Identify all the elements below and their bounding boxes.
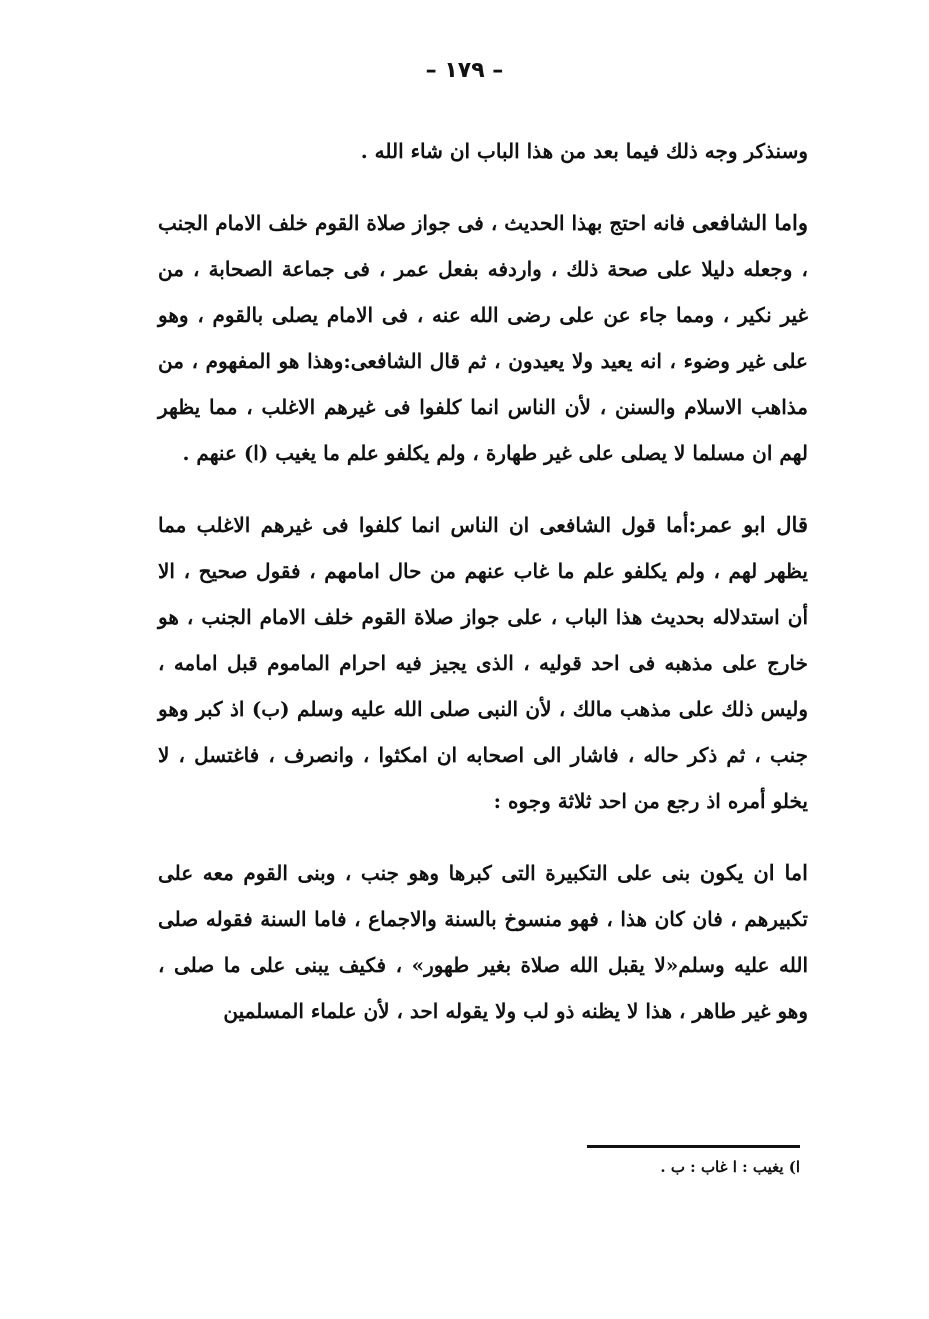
paragraph-4: [158, 850, 808, 1034]
paragraph-2-lead: واما الشافعى: [692, 210, 808, 235]
paragraph-3: [158, 502, 808, 824]
footnote: ا) يغيب : ا غاب : ب .: [660, 1158, 800, 1176]
paragraph-2: [158, 200, 808, 476]
paragraph-4-lead: اما ان يكون: [699, 860, 808, 885]
paragraph-2-text: فانه احتج بهذا الحديث ، فى جواز صلاة القوم خلف الامام الجنب ، وجعله دليلا على صحة ذلك ، واردفه بفعل عمر ، فى جماعة الصحابة ، من غير نكير ، ومما جاء عن على رضى الله عنه ، فى الامام يصلى بالقوم ، وهو على غير وضوء ، انه يعيد ولا يعيدون ، ثم قال الشافعى:وهذا هو المفهوم ، من مذاهب الاسلام والسنن ، لأن الناس انما كلفوا فى غيرهم الاغلب ، مما يظهر لهم ان مسلما لا يصلى على غير طهارة ، ولم يكلفو علم ما يغيب (ا) عنهم .: [158, 211, 808, 465]
footnote-divider: [587, 1145, 800, 1148]
body-text: [158, 128, 808, 1060]
page-number: – ١٧٩ –: [425, 58, 504, 83]
paragraph-4-text: بنى على التكبيرة التى كبرها وهو جنب ، وبنى القوم معه على تكبيرهم ، فان كان هذا ، فهو منسوخ بالسنة والاجماع ، فاما السنة فقوله صلى الله عليه وسلم«لا يقبل الله صلاة بغير طهور» ، فكيف يبنى على ما صلى ، وهو غير طاهر ، هذا لا يظنه ذو لب ولا يقوله احد ، لأن علماء المسلمين: [158, 861, 808, 1023]
paragraph-1: [158, 128, 808, 174]
paragraph-1-text: وسنذكر وجه ذلك فيما بعد من هذا الباب ان شاء الله .: [360, 139, 808, 163]
paragraph-3-text: أما قول الشافعى ان الناس انما كلفوا فى غيرهم الاغلب مما يظهر لهم ، ولم يكلفو علم ما غاب عنهم من حال امامهم ، فقول صحيح ، الا أن استدلاله بحديث هذا الباب ، على جواز صلاة القوم خلف الامام الجنب ، هو خارج على مذهبه فى احد قوليه ، الذى يجيز فيه احرام الماموم قبل امامه ، وليس ذلك على مذهب مالك ، لأن النبى صلى الله عليه وسلم (ب) اذ كبر وهو جنب ، ثم ذكر حاله ، فاشار الى اصحابه ان امكثوا ، وانصرف ، فاغتسل ، لا يخلو أمره اذ رجع من احد ثلاثة وجوه :: [158, 513, 808, 813]
paragraph-3-lead: قال ابو عمر:: [688, 512, 808, 537]
